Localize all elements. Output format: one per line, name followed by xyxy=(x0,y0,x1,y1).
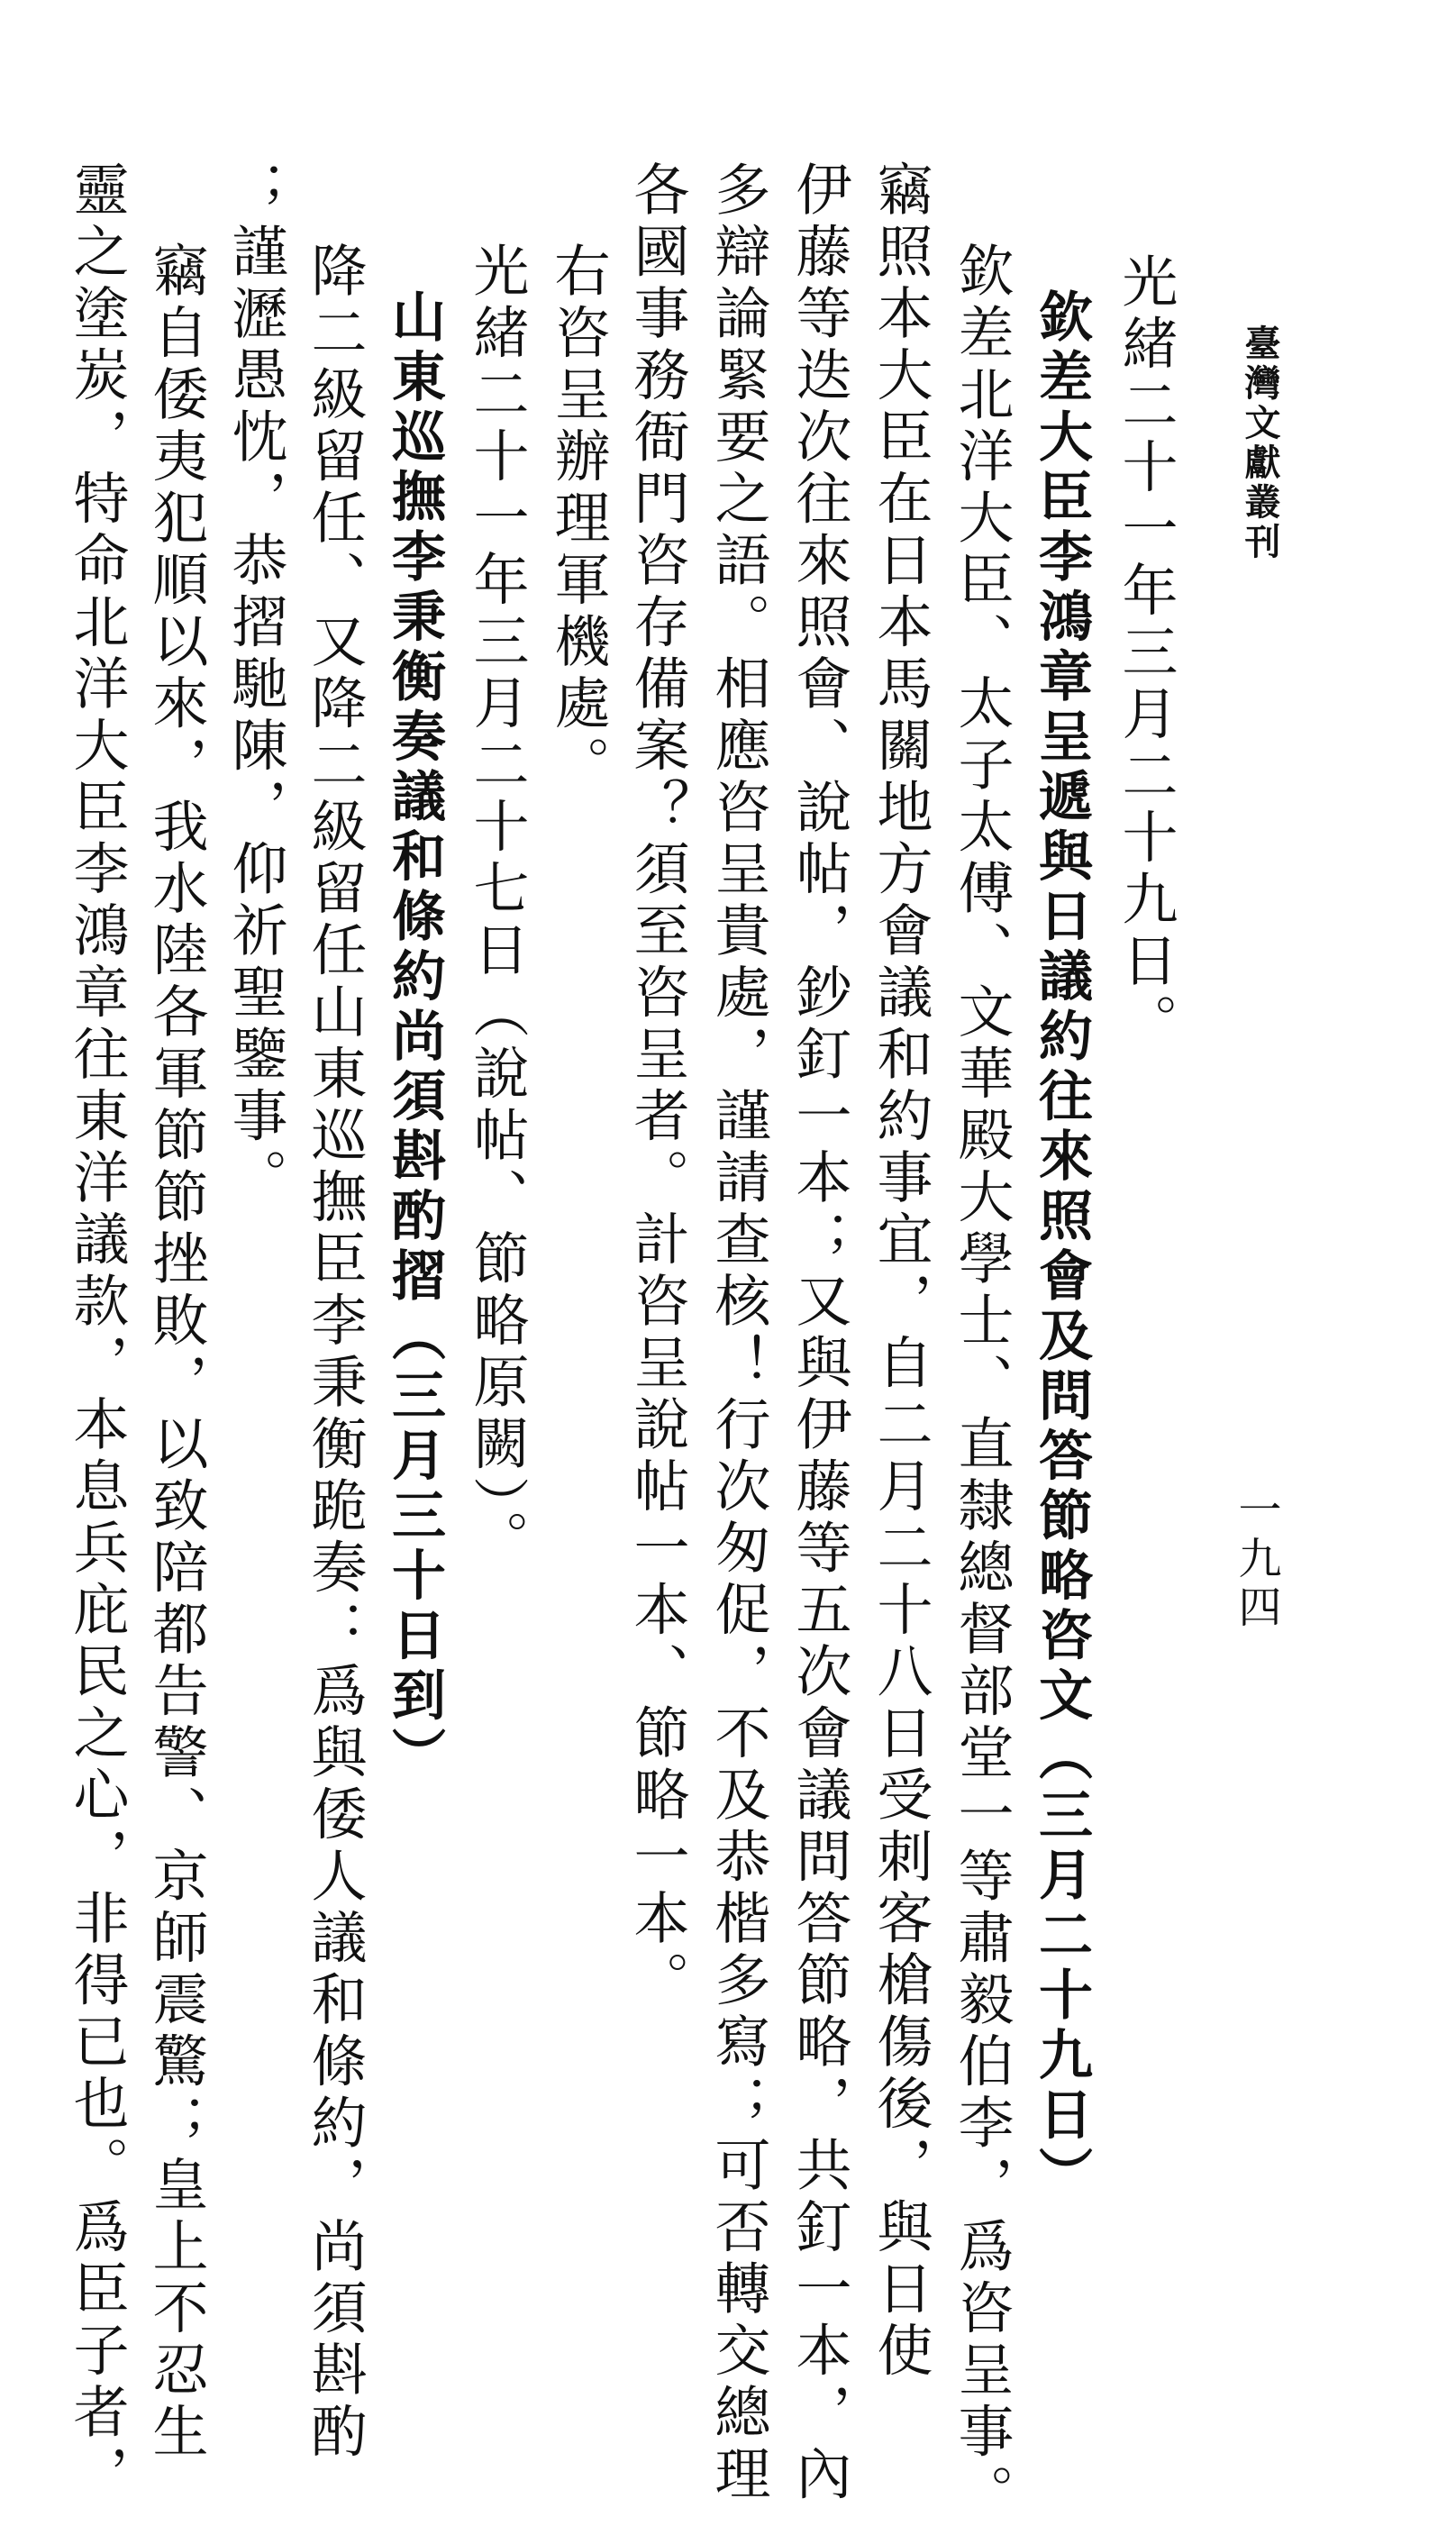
date-line: 光緒二十一年三月二十九日。 xyxy=(1113,252,1178,1055)
text-column: 降二級留任、又降二級留任山東巡撫臣李秉衡跪奏：爲與倭人議和條約，尚須斟酌 xyxy=(302,242,368,2464)
text-column: 伊藤等迭次往來照會、說帖，鈔釘一本；又與伊藤等五次會議問答節略，共釘一本，內 xyxy=(787,160,852,2506)
text-column: 右咨呈辦理軍機處。 xyxy=(545,242,611,798)
memorial-heading: 山東巡撫李秉衡奏議和條約尚須斟酌摺（三月三十日到） xyxy=(383,288,446,1787)
page-number: 一九四 xyxy=(1231,1487,1281,1633)
document-heading: 欽差大臣李鴻章呈遞與日議約往來照會及問答節略咨文（三月二十九日） xyxy=(1030,288,1093,2206)
text-column: 各國事務衙門咨存備案？須至咨呈者。計咨呈說帖一本、節略一本。 xyxy=(624,160,690,2012)
text-column: 竊自倭夷犯順以來，我水陸各軍節節挫敗，以致陪都告警、京師震驚；皇上不忍生 xyxy=(143,242,209,2464)
text-column: ；謹瀝愚忱，恭摺馳陳，仰祈聖鑒事。 xyxy=(223,160,288,1210)
text-column: 竊照本大臣在日本馬關地方會議和約事宜，自二月二十八日受刺客槍傷後，與日使 xyxy=(868,160,933,2383)
running-head: 臺灣文獻叢刊 xyxy=(1239,324,1281,562)
text-column: 欽差北洋大臣、太子太傅、文華殿大學士、直隸總督部堂一等肅毅伯李，爲咨呈事。 xyxy=(949,242,1015,2526)
text-column: 多辯論緊要之語。相應咨呈貴處，謹請查核！行次匆促，不及恭楷多寫；可否轉交總理 xyxy=(705,160,771,2506)
text-column: 靈之塗炭，特命北洋大臣李鴻章往東洋議款，本息兵庇民之心，非得已也。爲臣子者， xyxy=(64,160,130,2506)
date-line: 光緒二十一年三月二十七日（說帖、節略原闕）。 xyxy=(464,242,530,1572)
